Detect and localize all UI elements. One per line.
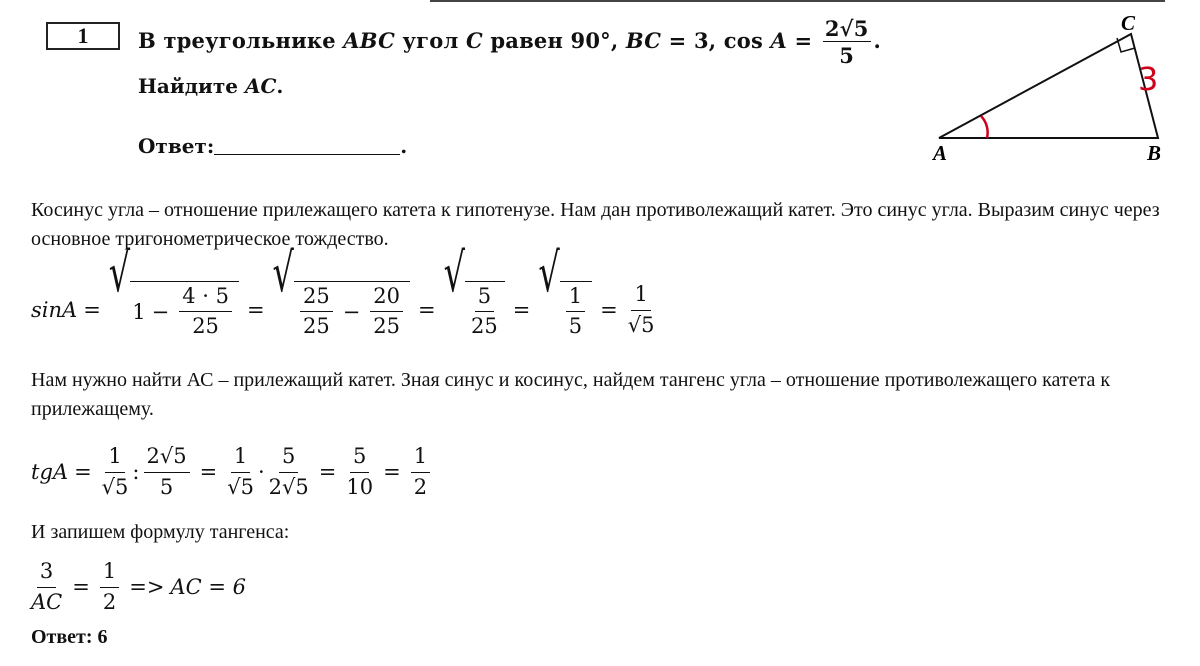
angle-name: C bbox=[465, 28, 483, 54]
minus-sign: − bbox=[342, 299, 361, 324]
statement-text: равен 90°, bbox=[482, 28, 626, 54]
question-text: Найдите bbox=[138, 74, 245, 98]
fraction-denominator: 25 bbox=[471, 314, 498, 338]
sqrt-2: √ $\frac{25}{25}$ − $\frac{20}{25}$ bbox=[273, 281, 410, 339]
problem-statement bbox=[138, 16, 881, 69]
fraction bbox=[300, 284, 333, 339]
equals-sign: = bbox=[246, 298, 265, 322]
fraction-numerator: 2√5 bbox=[824, 16, 869, 41]
side-bc-length: 3 bbox=[1138, 60, 1159, 98]
equals-sign: = bbox=[787, 28, 820, 54]
fraction-numerator: 1 bbox=[100, 559, 119, 587]
equals-sign: = bbox=[600, 298, 618, 322]
fraction-denominator: 2 bbox=[413, 474, 428, 499]
fraction bbox=[566, 284, 585, 339]
question-text: . bbox=[276, 74, 284, 98]
fraction-numerator: 20 bbox=[370, 284, 403, 312]
fraction-numerator: 5 bbox=[475, 284, 494, 312]
task-number-box bbox=[46, 22, 120, 50]
sin-equation bbox=[31, 240, 659, 350]
ac-equation bbox=[31, 556, 246, 618]
fraction-denominator: 2 bbox=[102, 589, 117, 614]
fraction-numerator: 2√5 bbox=[144, 444, 190, 472]
vertex-label-a: A bbox=[933, 141, 948, 165]
fraction bbox=[227, 444, 254, 499]
fraction-denominator: 5 bbox=[568, 314, 583, 338]
statement-text: . bbox=[873, 28, 882, 54]
equals-sign: = bbox=[83, 298, 101, 322]
fraction bbox=[100, 559, 119, 614]
implies-sign: => bbox=[129, 575, 165, 599]
fraction-numerator: 3 bbox=[37, 559, 56, 587]
fraction-denominator: AC bbox=[31, 589, 63, 614]
fraction-numerator: 4 · 5 bbox=[179, 284, 232, 312]
fraction-denominator: 5 bbox=[159, 474, 174, 499]
fraction-denominator: √5 bbox=[627, 312, 655, 337]
sqrt-4: √ $\frac{1}{5}$ bbox=[538, 281, 592, 339]
angle-a-mark bbox=[981, 116, 988, 138]
fraction-numerator: 5 bbox=[350, 444, 369, 472]
result-value: AC = 6 bbox=[170, 575, 246, 599]
side-name: BC bbox=[625, 28, 662, 54]
vertex-label-b: B bbox=[1147, 141, 1162, 165]
triangle-shape bbox=[939, 34, 1158, 138]
answer-blank bbox=[214, 154, 400, 155]
answer-text: . bbox=[400, 134, 408, 158]
tg-label: tgA bbox=[31, 460, 69, 484]
sin-label: sinA bbox=[31, 298, 78, 322]
fraction-denominator: 25 bbox=[192, 314, 219, 338]
angle-name: A bbox=[770, 28, 788, 54]
equals-sign: = bbox=[318, 460, 337, 484]
solution-paragraph-2: Нам нужно найти АС – прилежащий катет. Зная синус и косинус, найдем тангенс угла – отношение противолежащего катета к прилежащему. bbox=[31, 369, 1111, 420]
fraction-denominator: 5 bbox=[839, 43, 855, 69]
minus-sign: − bbox=[151, 299, 170, 324]
fraction-numerator: 1 bbox=[105, 444, 124, 472]
sqrt-1: √ 1 − $\frac{4 \cdot 5}{25}$ bbox=[109, 281, 239, 339]
solution-paragraph-3: И запишем формулу тангенса: bbox=[31, 521, 290, 543]
triangle-figure bbox=[925, 8, 1175, 168]
equals-sign: = bbox=[512, 298, 531, 322]
fraction-numerator: 1 bbox=[231, 444, 250, 472]
fraction-denominator: 25 bbox=[373, 314, 401, 338]
fraction-numerator: 25 bbox=[300, 284, 333, 312]
fraction-numerator: 5 bbox=[279, 444, 298, 472]
multiplication-sign: · bbox=[257, 460, 265, 484]
fraction bbox=[31, 559, 62, 614]
equals-sign: = bbox=[418, 298, 436, 322]
equals-sign: = bbox=[74, 460, 92, 484]
statement-text: = 3, cos bbox=[661, 28, 764, 54]
tg-equation bbox=[31, 440, 434, 504]
equals-sign: = bbox=[72, 575, 90, 599]
vertex-label-c: C bbox=[1121, 11, 1136, 35]
solution-paragraph-1: Косинус угла – отношение прилежащего катета к гипотенузе. Нам дан противолежащий катет. Это синус угла. Выразим синус через основное тригонометрическое тождество. bbox=[31, 199, 1160, 250]
fraction-denominator: 2√5 bbox=[268, 474, 309, 499]
fraction bbox=[179, 284, 232, 339]
statement-text: угол bbox=[395, 28, 466, 54]
final-answer: Ответ: 6 bbox=[31, 626, 108, 648]
sqrt-3: √ $\frac{5}{25}$ bbox=[444, 281, 505, 339]
fraction bbox=[102, 444, 129, 499]
cos-fraction bbox=[823, 16, 871, 69]
statement-text: В треугольнике bbox=[138, 28, 344, 54]
top-rule bbox=[430, 0, 1165, 2]
fraction-numerator: 1 bbox=[566, 284, 585, 312]
division-sign: : bbox=[132, 460, 140, 484]
fraction-denominator: 10 bbox=[346, 474, 374, 499]
triangle-name: ABC bbox=[343, 28, 396, 54]
fraction bbox=[346, 444, 373, 499]
problem-question bbox=[138, 74, 283, 98]
fraction-denominator: √5 bbox=[227, 474, 254, 499]
fraction bbox=[269, 444, 309, 499]
fraction bbox=[370, 284, 403, 339]
equals-sign: = bbox=[199, 460, 218, 484]
task-number: 1 bbox=[77, 23, 89, 48]
fraction-numerator: 1 bbox=[411, 444, 430, 472]
number: 1 bbox=[132, 299, 146, 324]
fraction bbox=[471, 284, 498, 339]
fraction-numerator: 1 bbox=[631, 282, 650, 310]
fraction bbox=[628, 282, 655, 337]
answer-field bbox=[138, 134, 407, 158]
fraction-denominator: 25 bbox=[302, 314, 330, 338]
fraction-denominator: √5 bbox=[101, 474, 129, 499]
answer-label: Ответ: bbox=[138, 134, 215, 158]
fraction bbox=[144, 444, 190, 499]
equals-sign: = bbox=[383, 460, 401, 484]
fraction bbox=[411, 444, 430, 499]
side-name: AC bbox=[244, 74, 277, 98]
